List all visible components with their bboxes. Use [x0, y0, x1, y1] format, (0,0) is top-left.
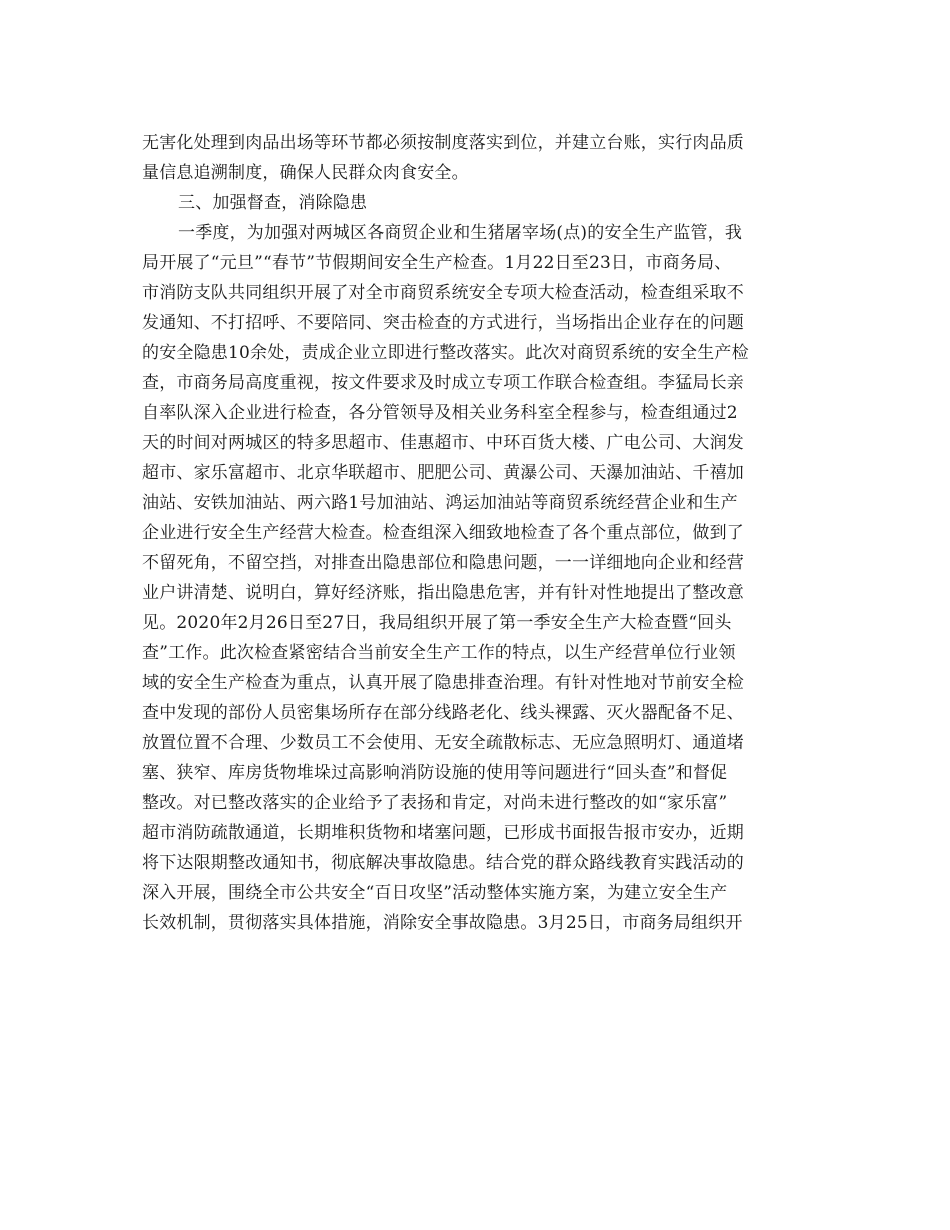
text-line: 超市消防疏散通道，长期堆积货物和堵塞问题，已形成书面报告报市安办，近期	[142, 823, 744, 843]
text-line: 的安全隐患10余处，责成企业立即进行整改落实。此次对商贸系统的安全生产检	[142, 343, 749, 363]
text-line: 将下达限期整改通知书，彻底解决事故隐患。结合党的群众路线教育实践活动的	[142, 853, 744, 873]
text-line: 天的时间对两城区的特多思超市、佳惠超市、中环百货大楼、广电公司、大润发	[142, 433, 744, 453]
text-line: 发通知、不打招呼、不要陪同、突击检查的方式进行，当场指出企业存在的问题	[142, 313, 744, 333]
text-line: 查”工作。此次检查紧密结合当前安全生产工作的特点，以生产经营单位行业领	[142, 643, 736, 663]
text-line: 域的安全生产检查为重点，认真开展了隐患排查治理。有针对性地对节前安全检	[142, 673, 744, 693]
text-line: 市消防支队共同组织开展了对全市商贸系统安全专项大检查活动，检查组采取不	[142, 283, 744, 303]
text-line: 油站、安铁加油站、两六路1号加油站、鸿运加油站等商贸系统经营企业和生产	[142, 493, 738, 513]
text-line: 长效机制，贯彻落实具体措施，消除安全事故隐患。3月25日，市商务局组织开	[142, 913, 743, 933]
text-line: 深入开展，围绕全市公共安全“百日攻坚”活动整体实施方案，为建立安全生产	[142, 883, 728, 903]
text-line: 见。2020年2月26日至27日，我局组织开展了第一季安全生产大检查暨“回头	[142, 613, 732, 633]
section-heading: 三、加强督查，消除隐患	[178, 193, 368, 213]
text-line: 量信息追溯制度，确保人民群众肉食安全。	[142, 163, 469, 183]
text-line: 企业进行安全生产经营大检查。检查组深入细致地检查了各个重点部位，做到了	[142, 523, 744, 543]
text-line: 查中发现的部份人员密集场所存在部分线路老化、线头裸露、灭火器配备不足、	[142, 703, 744, 723]
text-line: 超市、家乐富超市、北京华联超市、肥肥公司、黄瀑公司、天瀑加油站、千禧加	[142, 463, 744, 483]
text-line: 业户讲清楚、说明白，算好经济账，指出隐患危害，并有针对性地提出了整改意	[142, 583, 744, 603]
text-line: 自率队深入企业进行检查，各分管领导及相关业务科室全程参与，检查组通过2	[142, 403, 738, 423]
text-line: 一季度，为加强对两城区各商贸企业和生猪屠宰场(点)的安全生产监管，我	[178, 223, 743, 243]
text-line: 局开展了“元旦”“春节”节假期间安全生产检查。1月22日至23日，市商务局、	[142, 253, 732, 273]
text-line: 整改。对已整改落实的企业给予了表扬和肯定，对尚未进行整改的如“家乐富”	[142, 793, 728, 813]
text-line: 查，市商务局高度重视，按文件要求及时成立专项工作联合检查组。李猛局长亲	[142, 373, 744, 393]
text-line: 无害化处理到肉品出场等环节都必须按制度落实到位，并建立台账，实行肉品质	[142, 133, 744, 153]
text-line: 不留死角，不留空挡，对排查出隐患部位和隐患问题，一一详细地向企业和经营	[142, 553, 744, 573]
text-line: 塞、狭窄、库房货物堆垛过高影响消防设施的使用等问题进行“回头查”和督促	[142, 763, 728, 783]
text-line: 放置位置不合理、少数员工不会使用、无安全疏散标志、无应急照明灯、通道堵	[142, 733, 744, 753]
document-body	[142, 128, 822, 938]
